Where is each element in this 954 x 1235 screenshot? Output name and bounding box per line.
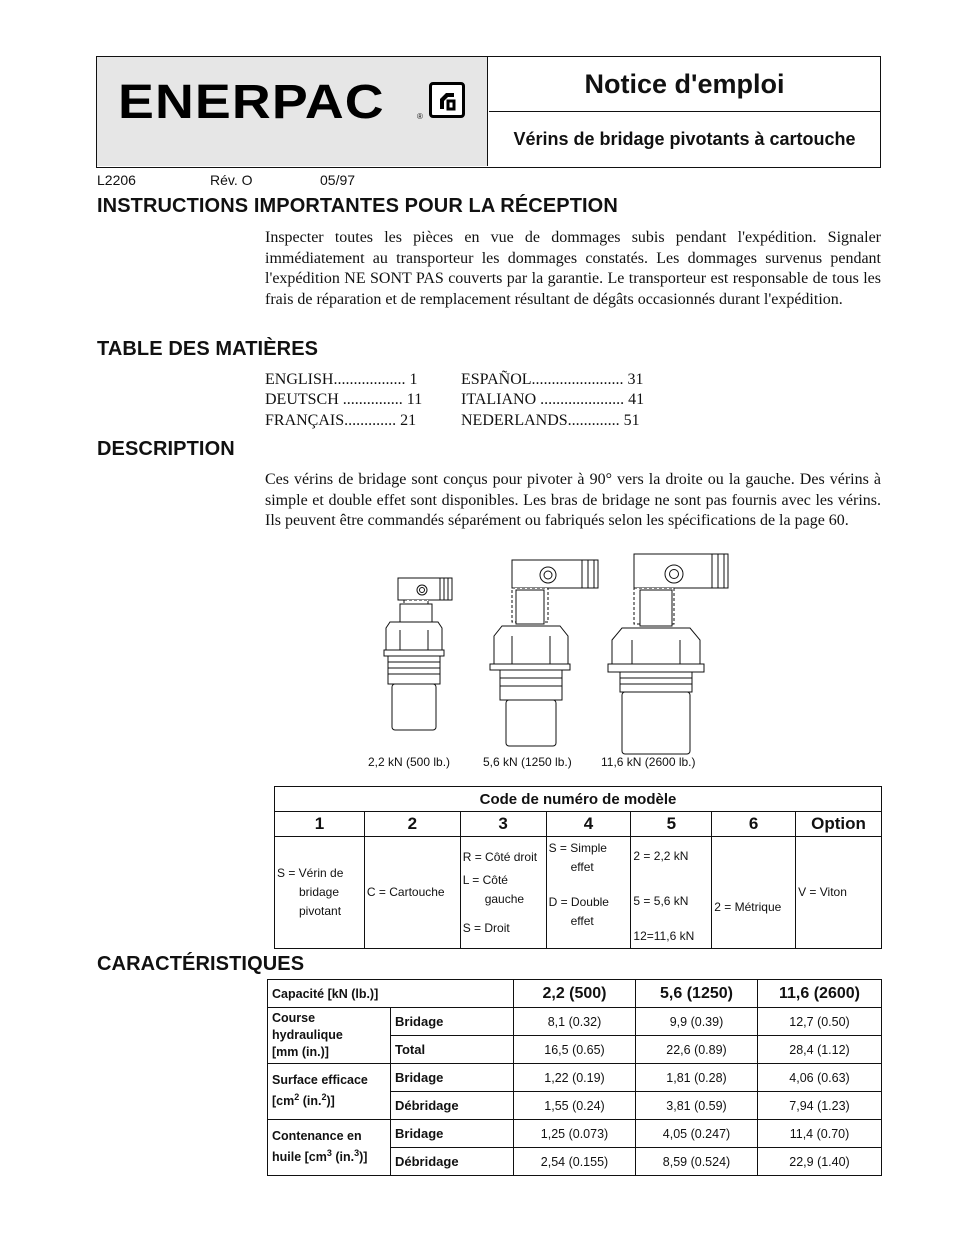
model-cell-3: R = Côté droit L = Côté gauche S = Droit [460,837,546,949]
spec-value: 4,06 (0.63) [758,1064,882,1092]
spec-value: 2,54 (0.155) [514,1148,636,1176]
document-date: 05/97 [320,172,356,188]
clamp-cylinders-figure [360,550,740,760]
document-title: Notice d'emploi [584,68,785,99]
model-cell-2: C = Cartouche [364,837,460,949]
spec-row-name: Bridage [391,1008,514,1036]
spec-value: 1,81 (0.28) [636,1064,758,1092]
spec-value: 4,05 (0.247) [636,1120,758,1148]
toc-item-italiano: ITALIANO ..................... 41 [461,391,645,408]
logo-cell [97,57,488,166]
spec-value: 22,6 (0.89) [636,1036,758,1064]
reception-heading: INSTRUCTIONS IMPORTANTES POUR LA RÉCEPTION [97,195,618,217]
model-col-2: 2 [364,812,460,837]
document-number: L2206 [97,172,136,188]
model-cell-5: 2 = 2,2 kN 5 = 5,6 kN 12=11,6 kN [631,837,712,949]
spec-value: 7,94 (1.23) [758,1092,882,1120]
model-code-title: Code de numéro de modèle [275,787,882,812]
spec-group-oil-capacity: Contenance en huile [$cm^3$ (in.$^3$)] [268,1120,391,1176]
document-subtitle: Vérins de bridage pivotants à cartouche [513,128,856,149]
spec-capacity-1: 2,2 (500) [514,980,636,1008]
spec-value: 1,55 (0.24) [514,1092,636,1120]
enerpac-logo: ENERPAC [118,76,385,129]
caption-small: 2,2 kN (500 lb.) [368,755,451,769]
spec-value: 1,22 (0.19) [514,1064,636,1092]
spec-row-name: Débridage [391,1148,514,1176]
cylinder-large-drawing [608,554,728,754]
model-col-4: 4 [546,812,631,837]
spec-value: 22,9 (1.40) [758,1148,882,1176]
spec-row-name: Total [391,1036,514,1064]
spec-value: 3,81 (0.59) [636,1092,758,1120]
spec-row-name: Bridage [391,1064,514,1092]
model-col-5: 5 [631,812,712,837]
spec-capacity-3: 11,6 (2600) [758,980,882,1008]
spec-group-area: Surface efficace [$cm^2$ (in.$^2$)] [268,1064,391,1120]
spec-value: 12,7 (0.50) [758,1008,882,1036]
spec-header-label: Capacité [kN (lb.)] [268,980,514,1008]
model-code-table [274,786,882,949]
toc-heading: TABLE DES MATIÈRES [97,338,319,360]
characteristics-heading: CARACTÉRISTIQUES [97,953,305,975]
spec-value: 8,1 (0.32) [514,1008,636,1036]
toc-item-nederlands: NEDERLANDS............. 51 [461,412,640,429]
model-cell-4: S = Simple effet D = Double effet [546,837,631,949]
spec-value: 1,25 (0.073) [514,1120,636,1148]
spec-value: 9,9 (0.39) [636,1008,758,1036]
specifications-table [267,979,882,1176]
cylinder-medium-drawing [490,560,598,746]
model-cell-6: 2 = Métrique [712,837,796,949]
caption-large: 11,6 kN (2600 lb.) [601,755,696,769]
spec-value: 11,4 (0.70) [758,1120,882,1148]
reception-text: Inspecter toutes les pièces en vue de dommages subis pendant l'expédition. Signaler immédiatement au transporteur les dommages constatés. Les dommages survenus pendant l'expédition NE SONT PAS couverts par la garantie. Le transporteur est responsable de tous les frais de réparation et de remplacement résultant de dégâts occasionnés durant l'expédition. [265,229,881,308]
model-cell-1: S = Vérin de bridage pivotant [275,837,365,949]
toc-item-deutsch: DEUTSCH ............... 11 [265,391,423,408]
spec-value: 28,4 (1.12) [758,1036,882,1064]
subtitle-cell [489,112,880,166]
enerpac-mark-icon [429,82,465,118]
document-header [96,56,881,168]
spec-capacity-2: 5,6 (1250) [636,980,758,1008]
model-col-1: 1 [275,812,365,837]
document-revision: Rév. O [210,172,253,188]
toc-item-espanol: ESPAÑOL....................... 31 [461,371,644,388]
spec-group-stroke: Course hydraulique [mm (in.)] [268,1008,391,1064]
description-heading: DESCRIPTION [97,438,235,460]
registered-mark: ® [417,112,423,121]
spec-row-name: Bridage [391,1120,514,1148]
model-cell-option: V = Viton [796,837,882,949]
spec-value: 8,59 (0.524) [636,1148,758,1176]
title-cell [489,57,880,112]
spec-row-name: Débridage [391,1092,514,1120]
description-text: Ces vérins de bridage sont conçus pour pivoter à 90° vers la droite ou la gauche. Des vérins à simple et double effet sont disponibles. Les bras de bridage ne sont pas fournis avec les vérins. Ils peuvent être commandés séparément ou fabriqués selon les spécifications de la page 60. [265,471,881,529]
cylinder-small-drawing [384,578,452,730]
toc-item-francais: FRANÇAIS............. 21 [265,412,417,429]
model-col-3: 3 [460,812,546,837]
caption-medium: 5,6 kN (1250 lb.) [483,755,572,769]
spec-value: 16,5 (0.65) [514,1036,636,1064]
model-col-option: Option [796,812,882,837]
model-col-6: 6 [712,812,796,837]
toc-item-english: ENGLISH.................. 1 [265,371,418,388]
